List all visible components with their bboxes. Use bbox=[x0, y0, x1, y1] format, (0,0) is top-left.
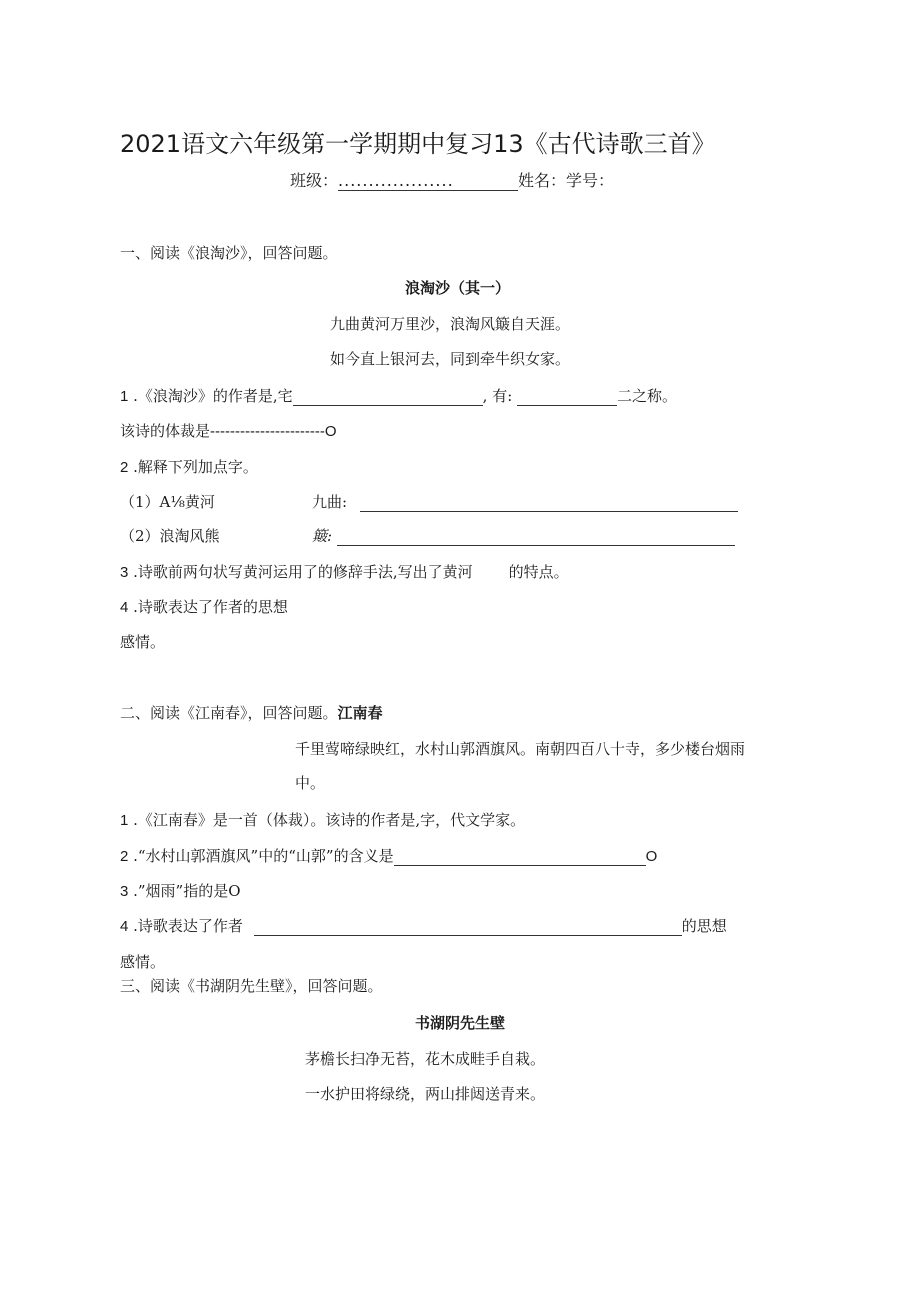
s1-question-2 bbox=[120, 456, 258, 477]
s1-question-4 bbox=[120, 596, 288, 617]
student-info-line bbox=[290, 168, 614, 191]
s1-q2-item2 bbox=[312, 525, 735, 546]
q-text: 的思想 bbox=[681, 917, 727, 935]
section2-heading: 二、阅读《江南春》，回答问题。 bbox=[120, 704, 338, 722]
section3-poem-line2: 一水护田将绿绕，两山排闼送青来。 bbox=[305, 1085, 546, 1103]
s2-question-4 bbox=[120, 915, 727, 936]
section1-poem-line2: 如今直上银河去，同到牵牛织女家。 bbox=[330, 350, 571, 368]
s2-question-3 bbox=[120, 880, 241, 901]
section1-poem-line1: 九曲黄河万里沙，浪淘风簸自天涯。 bbox=[330, 315, 571, 333]
q-text: 二之称。 bbox=[617, 387, 678, 405]
answer-blank[interactable] bbox=[394, 851, 646, 866]
section2-poem-title: 江南春 bbox=[337, 704, 383, 722]
page-title: 2021语文六年级第一学期期中复习13《古代诗歌三首》 bbox=[120, 130, 716, 158]
answer-blank[interactable] bbox=[337, 531, 735, 546]
term: 簸: bbox=[312, 527, 333, 545]
q-number: 1 bbox=[120, 388, 129, 405]
q-number: 2 bbox=[120, 459, 129, 476]
q-end: O bbox=[324, 423, 337, 440]
q-number: 4 bbox=[120, 599, 129, 616]
q-text: .诗歌表达了作者的思想 bbox=[133, 598, 288, 616]
q-text: .“水村山郭酒旗风”中的“山郭”的含义是 bbox=[133, 847, 394, 865]
section3-poem-line1: 茅檐长扫净无苔，花木成畦手自栽。 bbox=[305, 1050, 546, 1068]
s1-q2-item1-label: （1）A⅛黄河 bbox=[120, 493, 215, 511]
q-end: O bbox=[645, 848, 658, 865]
q-text: .《江南春》是一首（体裁）。该诗的作者是,字，代文学家。 bbox=[133, 811, 526, 829]
section1-poem-title: 浪淘沙（其一） bbox=[405, 279, 511, 297]
section2-poem-line2: 中。 bbox=[295, 774, 326, 792]
s2-question-1 bbox=[120, 809, 525, 830]
s1-question-1-genre bbox=[120, 420, 337, 441]
q-text: .《浪淘沙》的作者是,宅 bbox=[133, 387, 293, 405]
class-label: 班级： bbox=[290, 171, 339, 190]
q-number: 3 bbox=[120, 883, 129, 900]
s1-question-4-line2: 感情。 bbox=[120, 633, 166, 651]
q-text: , 有: bbox=[482, 387, 513, 405]
class-field[interactable]: ................... bbox=[338, 171, 518, 191]
q-text: .解释下列加点字。 bbox=[133, 458, 258, 476]
s1-question-1 bbox=[120, 385, 677, 406]
term: 九曲: bbox=[312, 493, 348, 511]
s1-q2-item2-label: （2）浪淘风熊 bbox=[120, 527, 220, 545]
q-number: 1 bbox=[120, 812, 129, 829]
q-text: .诗歌前两句状写黄河运用了的修辞手法,写出了黄河 bbox=[133, 563, 473, 581]
answer-blank[interactable] bbox=[517, 391, 617, 406]
s1-question-3 bbox=[120, 561, 569, 582]
name-id-label: 姓名：学号： bbox=[518, 171, 615, 190]
q-number: 4 bbox=[120, 918, 129, 935]
q-number: 2 bbox=[120, 848, 129, 865]
answer-blank[interactable] bbox=[360, 497, 738, 512]
q-text: 的特点。 bbox=[508, 563, 569, 581]
s1-q2-item1 bbox=[312, 491, 738, 512]
q-text: .诗歌表达了作者 bbox=[133, 917, 243, 935]
q-text: 该诗的体裁是 bbox=[120, 422, 211, 440]
section1-heading: 一、阅读《浪淘沙》，回答问题。 bbox=[120, 244, 338, 262]
section2-poem-line1: 千里莺啼绿映红，水村山郭酒旗风。南朝四百八十寺，多少楼台烟雨 bbox=[295, 740, 746, 758]
answer-blank[interactable] bbox=[254, 921, 682, 936]
answer-blank[interactable]: ----------------------- bbox=[210, 423, 325, 440]
section3-heading: 三、阅读《书湖阴先生壁》，回答问题。 bbox=[120, 977, 383, 995]
section3-poem-title: 书湖阴先生壁 bbox=[415, 1014, 506, 1032]
q-text: .”烟雨”指的是O bbox=[133, 882, 241, 900]
section2-heading-line bbox=[120, 702, 383, 723]
s2-question-2 bbox=[120, 845, 657, 866]
s2-question-4-line2: 感情。 bbox=[120, 953, 166, 971]
answer-blank[interactable] bbox=[293, 391, 483, 406]
q-number: 3 bbox=[120, 564, 129, 581]
